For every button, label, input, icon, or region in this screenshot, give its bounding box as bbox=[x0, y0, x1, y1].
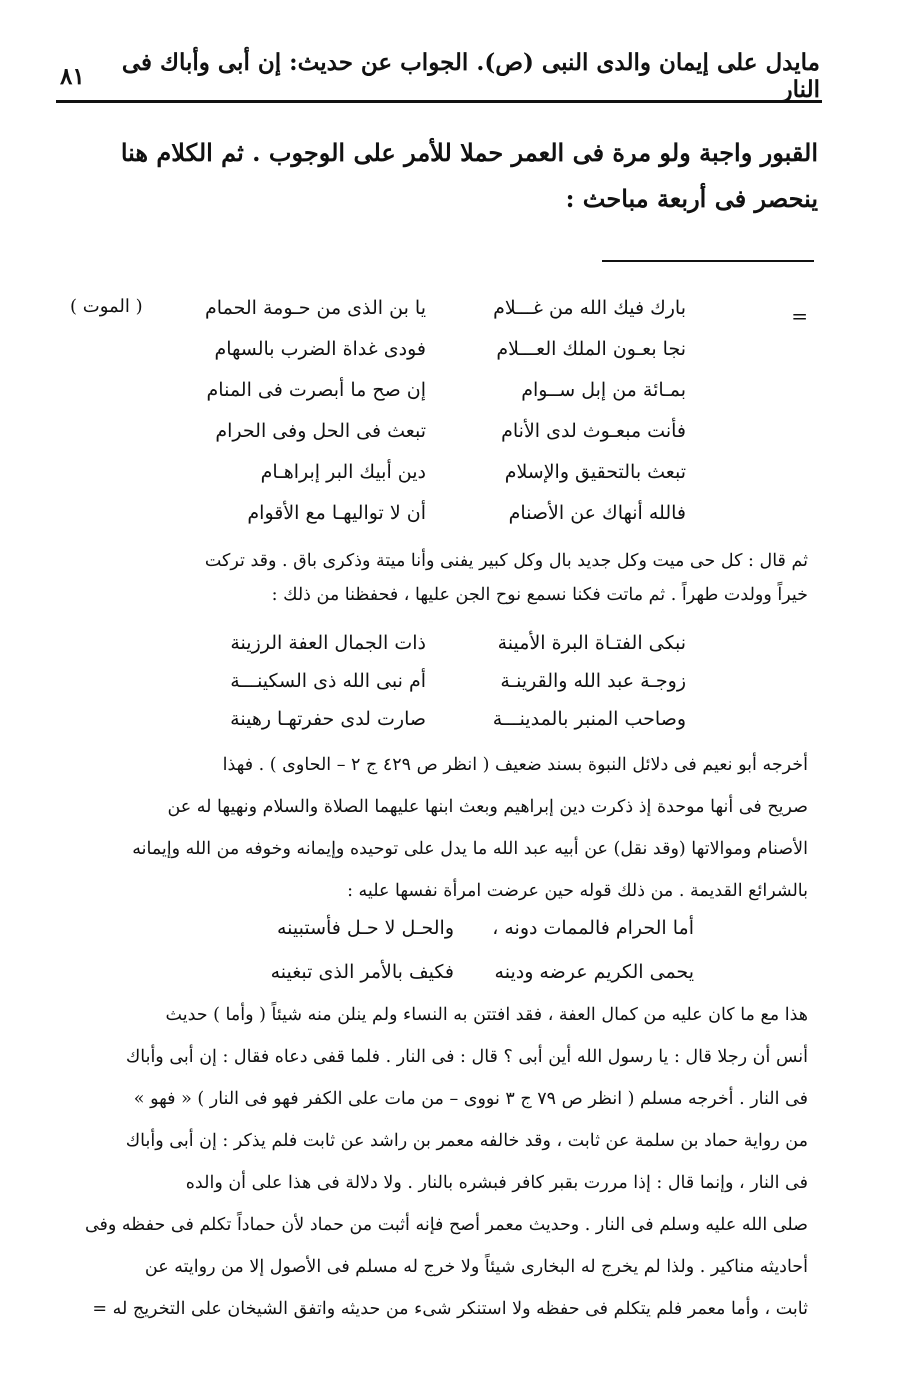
prose-line: فى النار . أخرجه مسلم ( انظر ص ٧٩ ج ٣ نووى – من مات على الكفر فهو فى النار ) « فهو » bbox=[133, 1089, 808, 1109]
prose-line: هذا مع ما كان عليه من كمال العفة ، فقد افتتن به النساء ولم ينلن منه شيئاً ( وأما ) حديث bbox=[165, 1005, 808, 1025]
footnote-rule bbox=[602, 260, 814, 262]
verse-row bbox=[205, 411, 686, 452]
verse-first-hemistich: أما الحرام فالممات دونه ، bbox=[492, 917, 694, 939]
poem-block-3 bbox=[271, 906, 694, 994]
poem-block-1 bbox=[205, 288, 686, 534]
prose-line: صريح فى أنها موحدة إذ ذكرت دين إبراهيم وبعث ابنها عليهما الصلاة والسلام ونهيها له عن bbox=[167, 797, 808, 817]
intro-line: ينحصر فى أربعة مباحث : bbox=[565, 184, 818, 213]
verse-row bbox=[271, 906, 694, 950]
verse-first-hemistich: بمـائة من إبل ســوام bbox=[521, 379, 686, 401]
verse-second-hemistich: فكيف بالأمر الذى تبغينه bbox=[270, 961, 454, 983]
intro-line: القبور واجبة ولو مرة فى العمر حملا للأمر على الوجوب . ثم الكلام هنا bbox=[120, 138, 818, 167]
verse-row bbox=[205, 452, 686, 493]
verse-second-hemistich: فودى غداة الضرب بالسهام bbox=[214, 338, 426, 360]
intro-paragraph bbox=[60, 130, 818, 222]
header-title: مايدل على إيمان والدى النبى (ص). الجواب عن حديث: إن أبى وأباك فى النار bbox=[121, 49, 820, 103]
verse-row bbox=[205, 329, 686, 370]
verse-second-hemistich: صارت لدى حفرتهـا رهينة bbox=[230, 708, 426, 730]
verse-first-hemistich: بارك فيك الله من غـــلام bbox=[493, 297, 686, 319]
prose-line: خيراً وولدت طهراً . ثم ماتت فكنا نسمع نوح الجن عليها ، فحفظنا من ذلك : bbox=[271, 585, 808, 605]
prose-line: بالشرائع القديمة . من ذلك قوله حين عرضت امرأة نفسها عليه : bbox=[347, 881, 808, 901]
poem-block-2 bbox=[230, 624, 686, 738]
verse-row bbox=[271, 950, 694, 994]
verse-row bbox=[205, 288, 686, 329]
prose-line: صلى الله عليه وسلم فى النار . وحديث معمر أصح فإنه أثبت من حماد لأن حماداً تكلم فى حفظه وفى bbox=[84, 1215, 808, 1235]
page-number: ٨١ bbox=[60, 62, 85, 90]
prose-line: الأصنام وموالاتها (وقد نقل) عن أبيه عبد الله ما يدل على توحيده وإيمانه وخوفه من الله وإيمانه bbox=[132, 839, 808, 859]
prose-line: أحاديثه مناكير . ولذا لم يخرج له البخارى شيئاً ولا خرج له مسلم فى الأصول إلا من روايته عن bbox=[144, 1257, 808, 1277]
verse-second-hemistich: أن لا تواليهـا مع الأقوام bbox=[247, 502, 426, 524]
prose-line: أنس أن رجلا قال : يا رسول الله أين أبى ؟ قال : فى النار . فلما قفى دعاه فقال : إن أبى وأباك bbox=[125, 1047, 808, 1067]
verse-first-hemistich: تبعث بالتحقيق والإسلام bbox=[504, 461, 686, 483]
prose-block-2 bbox=[66, 744, 808, 912]
verse-row bbox=[230, 624, 686, 662]
prose-line: أخرجه أبو نعيم فى دلائل النبوة بسند ضعيف ( انظر ص ٤٢٩ ج ٢ – الحاوى ) . فهذا bbox=[222, 755, 808, 775]
prose-line: ثم قال : كل حى ميت وكل جديد بال وكل كبير يفنى وأنا ميتة وذكرى باق . وقد تركت bbox=[204, 551, 808, 571]
prose-line: ثابت ، وأما معمر فلم يتكلم فى حفظه ولا استنكر شىء من حديثه واتفق الشيخان على التخريج له = bbox=[92, 1299, 808, 1319]
verse-second-hemistich: ذات الجمال العفة الرزينة bbox=[230, 632, 426, 654]
verse-first-hemistich: فأنت مبعـوث لدى الأنام bbox=[501, 420, 686, 442]
prose-line: من رواية حماد بن سلمة عن ثابت ، وقد خالفه معمر بن راشد عن ثابت فلم يذكر : إن أبى وأباك bbox=[125, 1131, 808, 1151]
verse-row bbox=[205, 493, 686, 534]
prose-block-3 bbox=[66, 994, 808, 1330]
prose-line: فى النار ، وإنما قال : إذا مررت بقبر كافر فبشره بالنار . ولا دلالة فى هذا على أن والده bbox=[185, 1173, 808, 1193]
verse-first-hemistich: نجا بعـون الملك العـــلام bbox=[496, 338, 686, 360]
verse-first-hemistich: يحمى الكريم عرضه ودينه bbox=[494, 961, 694, 983]
footnote-continuation-mark: = bbox=[791, 304, 808, 328]
running-header bbox=[60, 49, 820, 103]
verse-first-hemistich: فالله أنهاك عن الأصنام bbox=[508, 502, 686, 524]
verse-row bbox=[230, 662, 686, 700]
verse-first-hemistich: زوجـة عبد الله والقرينـة bbox=[500, 670, 686, 692]
verse-second-hemistich: والحـل لا حـل فأستبينه bbox=[276, 917, 454, 939]
verse-second-hemistich: دين أبيك البر إبراهـام bbox=[260, 461, 426, 483]
verse-second-hemistich: إن صح ما أبصرت فى المنام bbox=[206, 379, 426, 401]
verse-second-hemistich: أم نبى الله ذى السكينـــة bbox=[230, 670, 426, 692]
verse-first-hemistich: وصاحب المنبر بالمدينـــة bbox=[492, 708, 686, 730]
verse-second-hemistich: تبعث فى الحل وفى الحرام bbox=[215, 420, 426, 442]
verse-row bbox=[230, 700, 686, 738]
header-rule bbox=[56, 100, 822, 103]
verse-second-hemistich: يا بن الذى من حـومة الحمام bbox=[205, 297, 426, 319]
verse-first-hemistich: نبكى الفتـاة البرة الأمينة bbox=[497, 632, 686, 654]
marginal-note: ( الموت ) bbox=[70, 296, 143, 317]
verse-row bbox=[205, 370, 686, 411]
prose-block-1 bbox=[66, 544, 808, 612]
